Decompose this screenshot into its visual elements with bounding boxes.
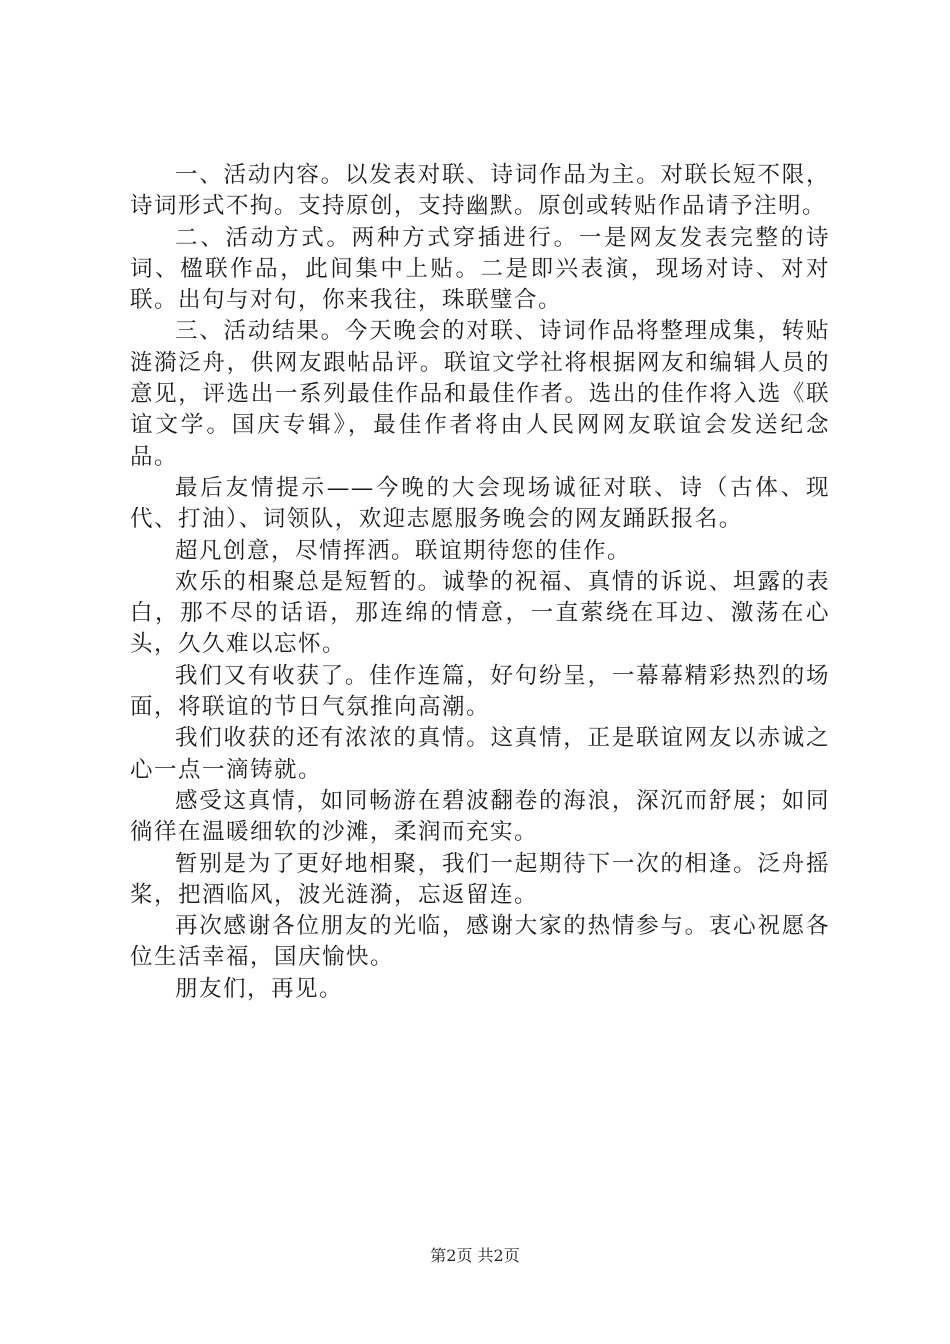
paragraph-farewell: 暂别是为了更好地相聚，我们一起期待下一次的相逢。泛舟摇桨，把酒临风，波光涟漪，忘返留连。 bbox=[130, 850, 830, 908]
paragraph-activity-content: 一、活动内容。以发表对联、诗词作品为主。对联长短不限，诗词形式不拘。支持原创，支持幽默。原创或转贴作品请予注明。 bbox=[130, 162, 830, 220]
paragraph-feel-sincerity: 感受这真情，如同畅游在碧波翻卷的海浪，深沉而舒展；如同徜徉在温暖细软的沙滩，柔润而充实。 bbox=[130, 787, 830, 846]
paragraph-activity-result: 三、活动结果。今天晚会的对联、诗词作品将整理成集，转贴涟漪泛舟，供网友跟帖品评。联谊文学社将根据网友和编辑人员的意见，评选出一系列最佳作品和最佳作者。选出的佳作将入选《联谊文学。国庆专辑》，最佳作者将由人民网网友联谊会发送纪念品。 bbox=[130, 318, 830, 470]
paragraph-gathering: 欢乐的相聚总是短暂的。诚挚的祝福、真情的诉说、坦露的表白，那不尽的话语，那连绵的情意，一直萦绕在耳边、激荡在心头，久久难以忘怀。 bbox=[130, 568, 830, 658]
paragraph-friendly-reminder: 最后友情提示——今晚的大会现场诚征对联、诗（古体、现代、打油）、词领队，欢迎志愿服务晚会的网友踊跃报名。 bbox=[130, 474, 830, 533]
document-body bbox=[130, 160, 830, 1005]
paragraph-creativity: 超凡创意，尽情挥洒。联谊期待您的佳作。 bbox=[175, 537, 632, 564]
paragraph-goodbye: 朋友们，再见。 bbox=[175, 975, 344, 1002]
paragraph-thanks: 再次感谢各位朋友的光临，感谢大家的热情参与。衷心祝愿各位生活幸福，国庆愉快。 bbox=[130, 913, 830, 971]
paragraph-harvest: 我们又有收获了。佳作连篇，好句纷呈，一幕幕精彩热烈的场面，将联谊的节日气氛推向高潮。 bbox=[130, 662, 830, 721]
page-number-footer: 第2页 共2页 bbox=[430, 1246, 520, 1265]
paragraph-true-feeling: 我们收获的还有浓浓的真情。这真情，正是联谊网友以赤诚之心一点一滴铸就。 bbox=[130, 725, 830, 783]
paragraph-activity-method: 二、活动方式。两种方式穿插进行。一是网友发表完整的诗词、楹联作品，此间集中上贴。二是即兴表演，现场对诗、对对联。出句与对句，你来我往，珠联璧合。 bbox=[130, 224, 830, 314]
